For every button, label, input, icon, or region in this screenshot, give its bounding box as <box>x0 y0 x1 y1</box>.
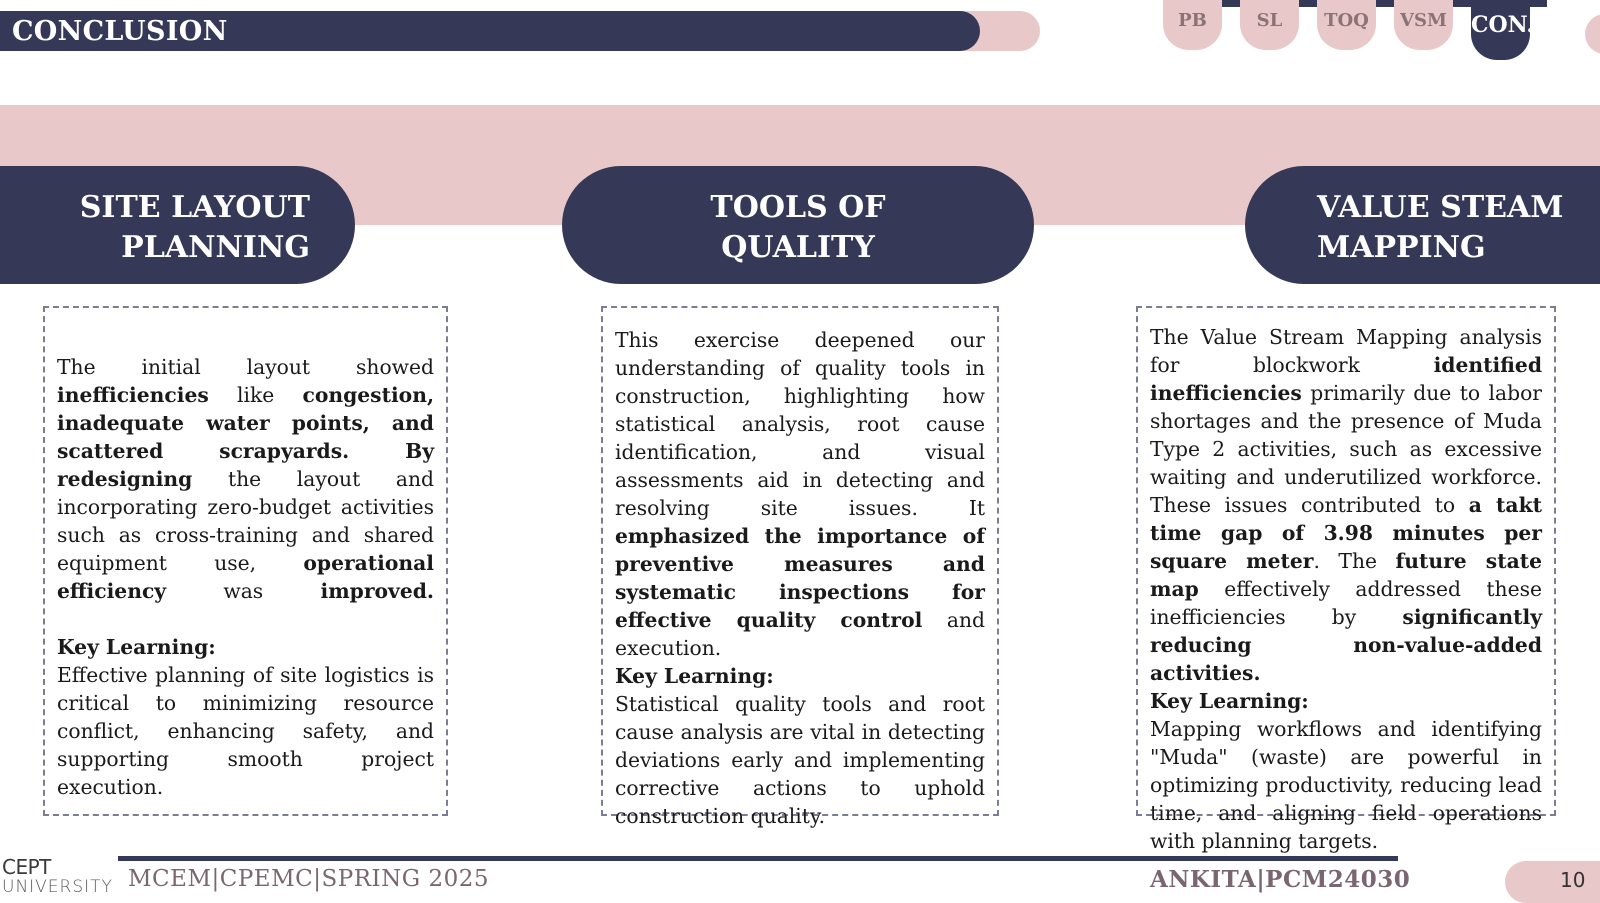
card-value-stream <box>1136 306 1556 853</box>
tab-toq[interactable]: TOQ <box>1317 0 1376 50</box>
section-title-line: VALUE STEAM <box>1317 190 1564 225</box>
key-learning-label: Key Learning: <box>615 664 774 688</box>
card-body: The Value Stream Mapping analysis for blockwork identified inefficiencies primarily due to labor shortages and the presence of Muda Type 2 activities, such as excessive waiting and underutilized workforce. These issues contributed to a takt time gap of 3.98 minutes per square meter. The future state map effectively addressed these inefficiencies by significantly reducing non-value-added activities. <box>1150 325 1542 685</box>
card-tools-of-quality <box>601 306 999 828</box>
section-title-site-layout <box>0 166 355 284</box>
tab-vsm[interactable]: VSM <box>1394 0 1453 50</box>
key-learning-label: Key Learning: <box>1150 689 1309 713</box>
page-title: CONCLUSION <box>12 16 228 47</box>
key-learning-label: Key Learning: <box>57 635 216 659</box>
university-logo-subtitle: UNIVERSITY <box>2 877 113 897</box>
card-body: The initial layout showed inefficiencies like congestion, inadequate water points, and scattered scrapyards. By redesigning the layout and incorporating zero-budget activities such as cross-training and shared equipment use, operational efficiency was improved. <box>57 355 434 603</box>
key-learning-text: Effective planning of site logistics is critical to minimizing resource conflict, enhancing safety, and supporting smooth project execution. <box>57 663 434 799</box>
section-title-value-stream <box>1245 166 1600 284</box>
tab-sl[interactable]: SL <box>1240 0 1299 50</box>
key-learning-text: Statistical quality tools and root cause analysis are vital in detecting deviations early and implementing corrective actions to uphold construction quality. <box>615 692 985 828</box>
section-title-line: SITE LAYOUT <box>79 190 310 225</box>
section-title-tools-of-quality <box>562 166 1034 284</box>
key-learning-text: Mapping workflows and identifying "Muda" (waste) are powerful in optimizing productivity, reducing lead time, and aligning field operations with planning targets. <box>1150 717 1542 853</box>
section-title-line: PLANNING <box>121 230 310 265</box>
section-title-line: TOOLS OF <box>710 190 886 225</box>
footer-author: ANKITA|PCM24030 <box>1150 866 1411 893</box>
page-number: 10 <box>1560 868 1586 892</box>
footer-divider <box>118 856 1398 861</box>
section-title-line: QUALITY <box>721 230 875 265</box>
footer-course: MCEM|CPEMC|SPRING 2025 <box>128 866 489 892</box>
university-logo: CEPT <box>2 855 51 879</box>
page-number-pill <box>1505 861 1600 903</box>
tab-next-partial[interactable] <box>1585 14 1600 54</box>
card-body: This exercise deepened our understanding of quality tools in construction, highlighting how statistical analysis, root cause identification, and visual assessments aid in detecting and resolving site issues. It emphasized the importance of preventive measures and systematic inspections for effective quality control and execution. <box>615 328 985 660</box>
tab-con[interactable]: CON. <box>1471 0 1530 60</box>
tab-pb[interactable]: PB <box>1163 0 1222 50</box>
card-site-layout <box>43 306 448 816</box>
section-title-line: MAPPING <box>1317 230 1486 265</box>
